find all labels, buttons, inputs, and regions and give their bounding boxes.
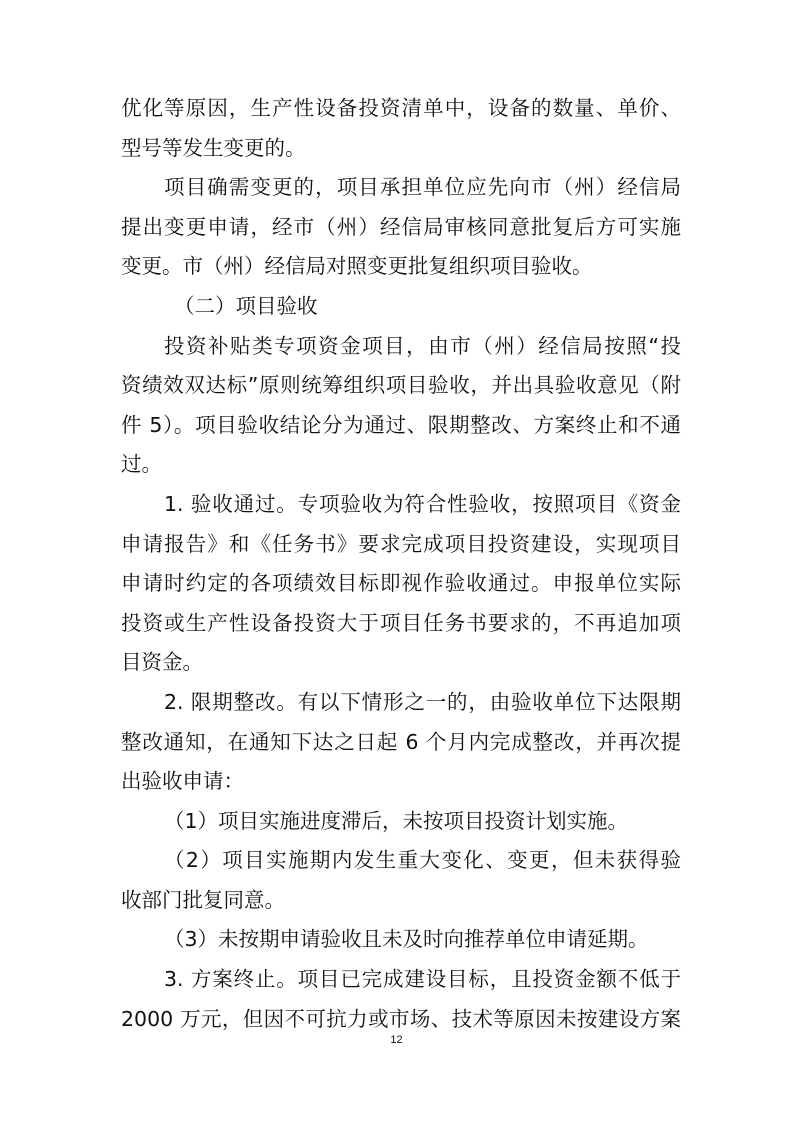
text-line: 过。 <box>121 452 162 477</box>
text-line: 申请时约定的各项绩效目标即视作验收通过。申报单位实际 <box>121 571 681 596</box>
text-line: 目资金。 <box>121 650 203 675</box>
text-line: 2000 万元，但因不可抗力或市场、技术等原因未按建设方案 <box>121 1006 681 1031</box>
text-line: 资绩效双达标”原则统筹组织项目验收，并出具验收意见（附 <box>121 373 681 398</box>
list-item: （3）未按期申请验收且未及时向推荐单位申请延期。 <box>164 927 649 952</box>
paragraph-start-line: 项目确需变更的，项目承担单位应先向市（州）经信局 <box>164 175 681 200</box>
list-item: （1）项目实施进度滞后，未按项目投资计划实施。 <box>164 808 629 833</box>
text-line: 提出变更申请，经市（州）经信局审核同意批复后方可实施 <box>121 214 681 239</box>
text-line: 件 5）。项目验收结论分为通过、限期整改、方案终止和不通 <box>121 412 681 437</box>
text-line: 出验收申请： <box>121 769 244 794</box>
paragraph-start-line: 2. 限期整改。有以下情形之一的，由验收单位下达限期 <box>164 689 681 714</box>
list-item: （2）项目实施期内发生重大变化、变更，但未获得验 <box>164 848 681 873</box>
section-heading: （二）项目验收 <box>174 293 318 318</box>
text-line: 收部门批复同意。 <box>121 887 285 912</box>
paragraph-start-line: 投资补贴类专项资金项目，由市（州）经信局按照“投 <box>164 333 681 358</box>
text-line: 整改通知，在通知下达之日起 6 个月内完成整改，并再次提 <box>121 729 681 754</box>
document-body <box>121 89 681 1039</box>
page-number: 12 <box>390 1034 403 1046</box>
paragraph-start-line: 3. 方案终止。项目已完成建设目标，且投资金额不低于 <box>164 967 681 992</box>
text-line: 型号等发生变更的。 <box>121 135 306 160</box>
text-line: 申请报告》和《任务书》要求完成项目投资建设，实现项目 <box>121 531 681 556</box>
text-line: 优化等原因，生产性设备投资清单中，设备的数量、单价、 <box>121 96 681 120</box>
text-line: 变更。市（州）经信局对照变更批复组织项目验收。 <box>121 254 593 279</box>
paragraph-start-line: 1. 验收通过。专项验收为符合性验收，按照项目《资金 <box>164 491 681 516</box>
text-line: 投资或生产性设备投资大于项目任务书要求的，不再追加项 <box>121 610 681 635</box>
